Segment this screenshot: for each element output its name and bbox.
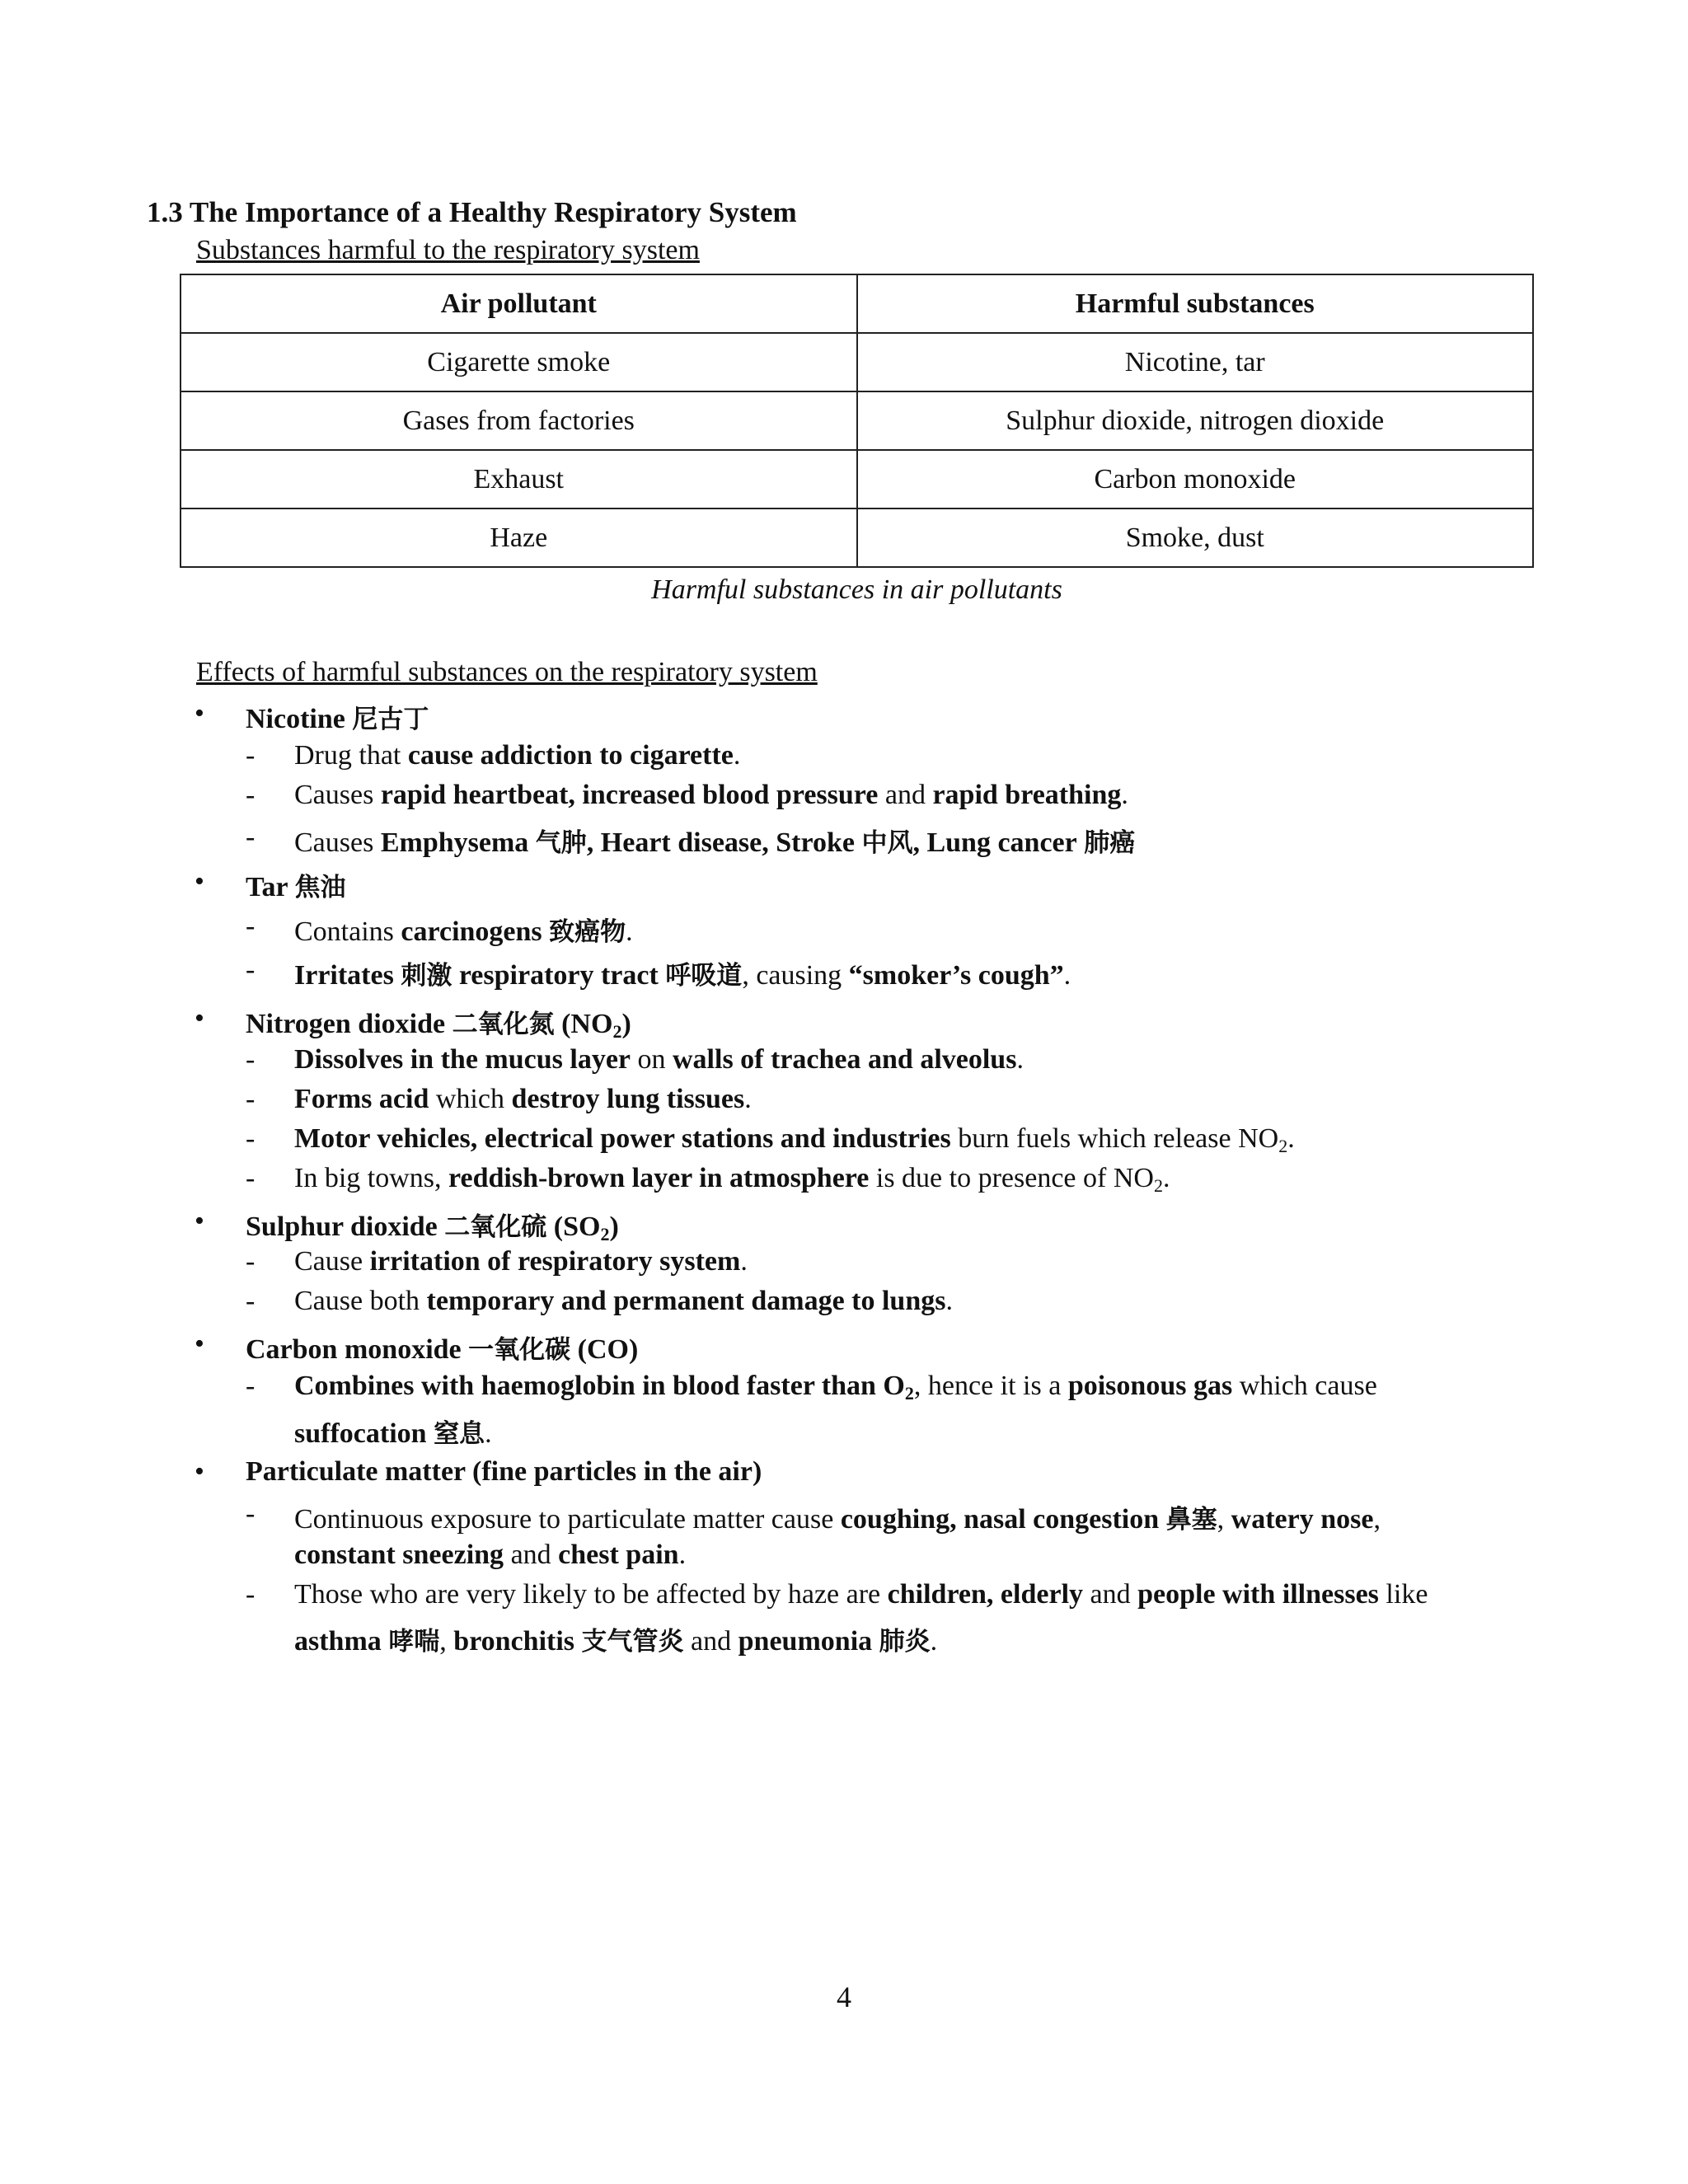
list-item: Cause both temporary and permanent damage to lungs. xyxy=(294,1286,953,1316)
table-row xyxy=(181,450,1533,509)
table-cell: Cigarette smoke xyxy=(181,333,857,391)
bullet-title: Nitrogen dioxide xyxy=(246,1009,446,1039)
chinese-term: 二氧化氮 xyxy=(452,1010,555,1039)
list-item: Motor vehicles, electrical power stations and industries burn fuels which release $NO_2$. xyxy=(294,1123,1295,1156)
list-item: Causes Emphysema 气肿, Heart disease, Stroke 中风, Lung cancer 肺癌 xyxy=(294,827,1136,858)
chemical-formula: (CO) xyxy=(577,1334,639,1365)
bullet-particulate-matter xyxy=(246,1456,762,1488)
list-item: Contains carcinogens 致癌物. xyxy=(294,916,633,947)
bullet-title: Carbon monoxide xyxy=(246,1334,462,1365)
dash-marker: - xyxy=(246,1286,256,1316)
bullet-icon: • xyxy=(195,1206,204,1236)
bullet-sulphur-dioxide xyxy=(246,1206,619,1243)
table-cell: Nicotine, tar xyxy=(857,333,1534,391)
chinese-term: 一氧化碳 xyxy=(468,1335,571,1365)
dash-marker: - xyxy=(246,1084,256,1114)
table-cell: Haze xyxy=(181,509,857,567)
list-item: In big towns, reddish-brown layer in atmosphere is due to presence of $NO_2$. xyxy=(294,1163,1170,1196)
dash-marker: - xyxy=(246,1579,256,1610)
dash-marker: - xyxy=(246,1123,256,1154)
page-number: 4 xyxy=(837,1980,851,2013)
bullet-nitrogen-dioxide xyxy=(246,1003,631,1040)
table-row xyxy=(181,509,1533,567)
section-heading: 1.3 The Importance of a Healthy Respiratory System xyxy=(147,196,797,228)
table-header-row xyxy=(181,274,1533,333)
table-cell: Exhaust xyxy=(181,450,857,509)
chinese-term: 二氧化硫 xyxy=(444,1212,547,1242)
list-item: Dissolves in the mucus layer on walls of trachea and alveolus. xyxy=(294,1044,1024,1075)
chemical-formula: $(SO_2)$ xyxy=(553,1212,619,1244)
effects-subheading: Effects of harmful substances on the respiratory system xyxy=(196,657,818,687)
table-cell: Sulphur dioxide, nitrogen dioxide xyxy=(857,391,1534,450)
dash-marker: - xyxy=(246,1246,256,1277)
chemical-formula: $(NO_2)$ xyxy=(561,1009,631,1042)
dash-marker: - xyxy=(246,780,256,810)
list-item-continuation: constant sneezing and chest pain. xyxy=(294,1540,687,1570)
table-row xyxy=(181,391,1533,450)
dash-marker: - xyxy=(246,911,256,941)
dash-marker: - xyxy=(246,1044,256,1075)
bullet-icon: • xyxy=(195,1003,204,1033)
table-subheading: Substances harmful to the respiratory system xyxy=(196,235,700,265)
dash-marker: - xyxy=(246,740,256,771)
list-item: Combines with haemoglobin in blood faster than $O_2$, hence it is a poisonous gas which cause xyxy=(294,1371,1377,1404)
table-cell: Smoke, dust xyxy=(857,509,1534,567)
table-header-cell: Harmful substances xyxy=(857,274,1534,333)
list-item: Forms acid which destroy lung tissues. xyxy=(294,1084,752,1114)
bullet-title: Particulate matter (fine particles in the air) xyxy=(246,1456,762,1487)
bullet-icon: • xyxy=(195,1329,204,1359)
list-item: Irritates 刺激 respiratory tract 呼吸道, causing “smoker’s cough”. xyxy=(294,960,1071,991)
bullet-carbon-monoxide xyxy=(246,1329,638,1366)
bullet-title: Tar xyxy=(246,872,288,902)
list-item-continuation: asthma 哮喘, bronchitis 支气管炎 and pneumonia 肺炎. xyxy=(294,1626,938,1657)
list-item: Cause irritation of respiratory system. xyxy=(294,1246,748,1277)
chinese-term: 焦油 xyxy=(294,873,346,902)
dash-marker: - xyxy=(246,1498,256,1529)
list-item-continuation: suffocation 窒息. xyxy=(294,1418,492,1449)
bullet-icon: • xyxy=(195,698,204,729)
bullet-tar xyxy=(246,866,346,903)
chinese-term: 尼古丁 xyxy=(352,705,429,734)
table-cell: Carbon monoxide xyxy=(857,450,1534,509)
table-caption: Harmful substances in air pollutants xyxy=(651,574,1062,605)
table-row xyxy=(181,333,1533,391)
list-item: Those who are very likely to be affected by haze are children, elderly and people with illnesses like xyxy=(294,1579,1428,1610)
bullet-title: Sulphur dioxide xyxy=(246,1212,438,1242)
list-item: Continuous exposure to particulate matter cause coughing, nasal congestion 鼻塞, watery nose, xyxy=(294,1504,1381,1535)
dash-marker: - xyxy=(246,1371,256,1401)
list-item: Drug that cause addiction to cigarette. xyxy=(294,740,741,771)
dash-marker: - xyxy=(246,1163,256,1193)
dash-marker: - xyxy=(246,822,256,852)
bullet-title: Nicotine xyxy=(246,704,345,734)
dash-marker: - xyxy=(246,954,256,985)
table-header-cell: Air pollutant xyxy=(181,274,857,333)
pollutants-table xyxy=(180,274,1534,568)
bullet-icon: • xyxy=(195,1456,204,1487)
table-cell: Gases from factories xyxy=(181,391,857,450)
bullet-icon: • xyxy=(195,866,204,897)
bullet-nicotine xyxy=(246,698,429,735)
list-item: Causes rapid heartbeat, increased blood pressure and rapid breathing. xyxy=(294,780,1128,810)
